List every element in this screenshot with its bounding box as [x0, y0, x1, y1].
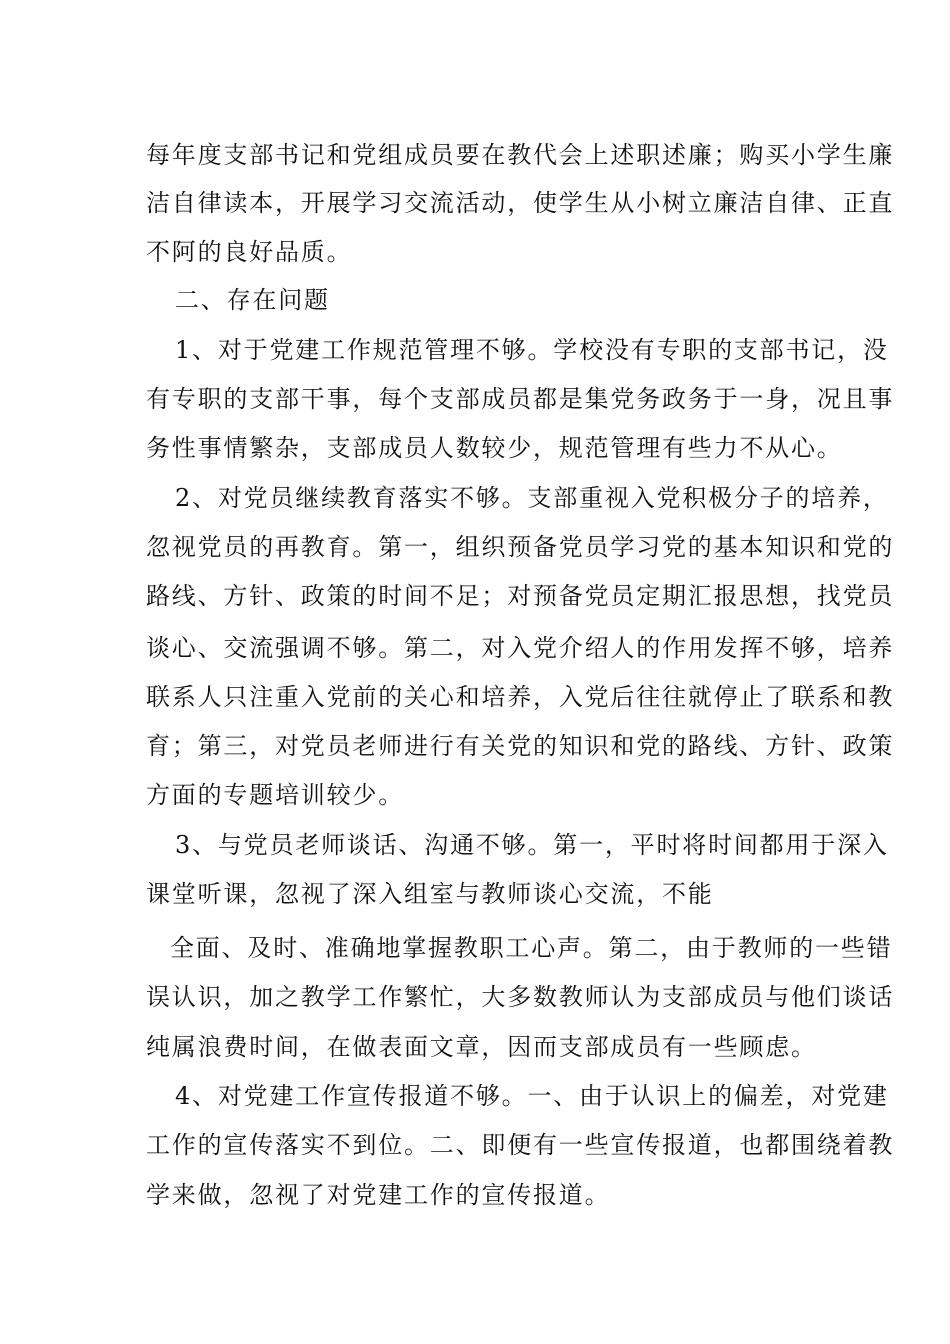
paragraph-line: 务性事情繁杂，支部成员人数较少，规范管理有些力不从心。: [146, 434, 843, 462]
paragraph-line: 4、对党建工作宣传报道不够。一、由于认识上的偏差，对党建: [175, 1082, 889, 1110]
paragraph-line: 工作的宣传落实不到位。二、即便有一些宣传报道，也都围绕着教: [146, 1131, 895, 1159]
paragraph-line: 谈心、交流强调不够。第二，对入党介绍人的作用发挥不够，培养: [146, 634, 895, 662]
section-heading: 二、存在问题: [175, 286, 330, 314]
paragraph-line: 洁自律读本，开展学习交流活动，使学生从小树立廉洁自律、正直: [146, 189, 895, 217]
paragraph-line: 联系人只注重入党前的关心和培养，入党后往往就停止了联系和教: [146, 683, 895, 711]
paragraph-line: 3、与党员老师谈话、沟通不够。第一，平时将时间都用于深入: [175, 831, 889, 859]
paragraph-line: 育；第三，对党员老师进行有关党的知识和党的路线、方针、政策: [146, 732, 895, 760]
paragraph-line: 课堂听课，忽视了深入组室与教师谈心交流，不能: [146, 880, 714, 908]
paragraph-line: 有专职的支部干事，每个支部成员都是集党务政务于一身，况且事: [146, 385, 895, 413]
paragraph-line: 每年度支部书记和党组成员要在教代会上述职述廉；购买小学生廉: [146, 141, 895, 169]
paragraph-line: 误认识，加之教学工作繁忙，大多数教师认为支部成员与他们谈话: [146, 983, 895, 1011]
paragraph-line: 2、对党员继续教育落实不够。支部重视入党积极分子的培养，: [175, 484, 889, 512]
paragraph-line: 路线、方针、政策的时间不足；对预备党员定期汇报思想，找党员: [146, 582, 895, 610]
paragraph-line: 全面、及时、准确地掌握教职工心声。第二，由于教师的一些错: [170, 934, 893, 962]
paragraph-line: 忽视党员的再教育。第一，组织预备党员学习党的基本知识和党的: [146, 533, 895, 561]
paragraph-line: 1、对于党建工作规范管理不够。学校没有专职的支部书记，没: [175, 336, 889, 364]
paragraph-line: 方面的专题培训较少。: [146, 781, 404, 809]
paragraph-line: 纯属浪费时间，在做表面文章，因而支部成员有一些顾虑。: [146, 1033, 817, 1061]
paragraph-line: 不阿的良好品质。: [146, 238, 353, 266]
paragraph-line: 学来做，忽视了对党建工作的宣传报道。: [146, 1181, 611, 1209]
